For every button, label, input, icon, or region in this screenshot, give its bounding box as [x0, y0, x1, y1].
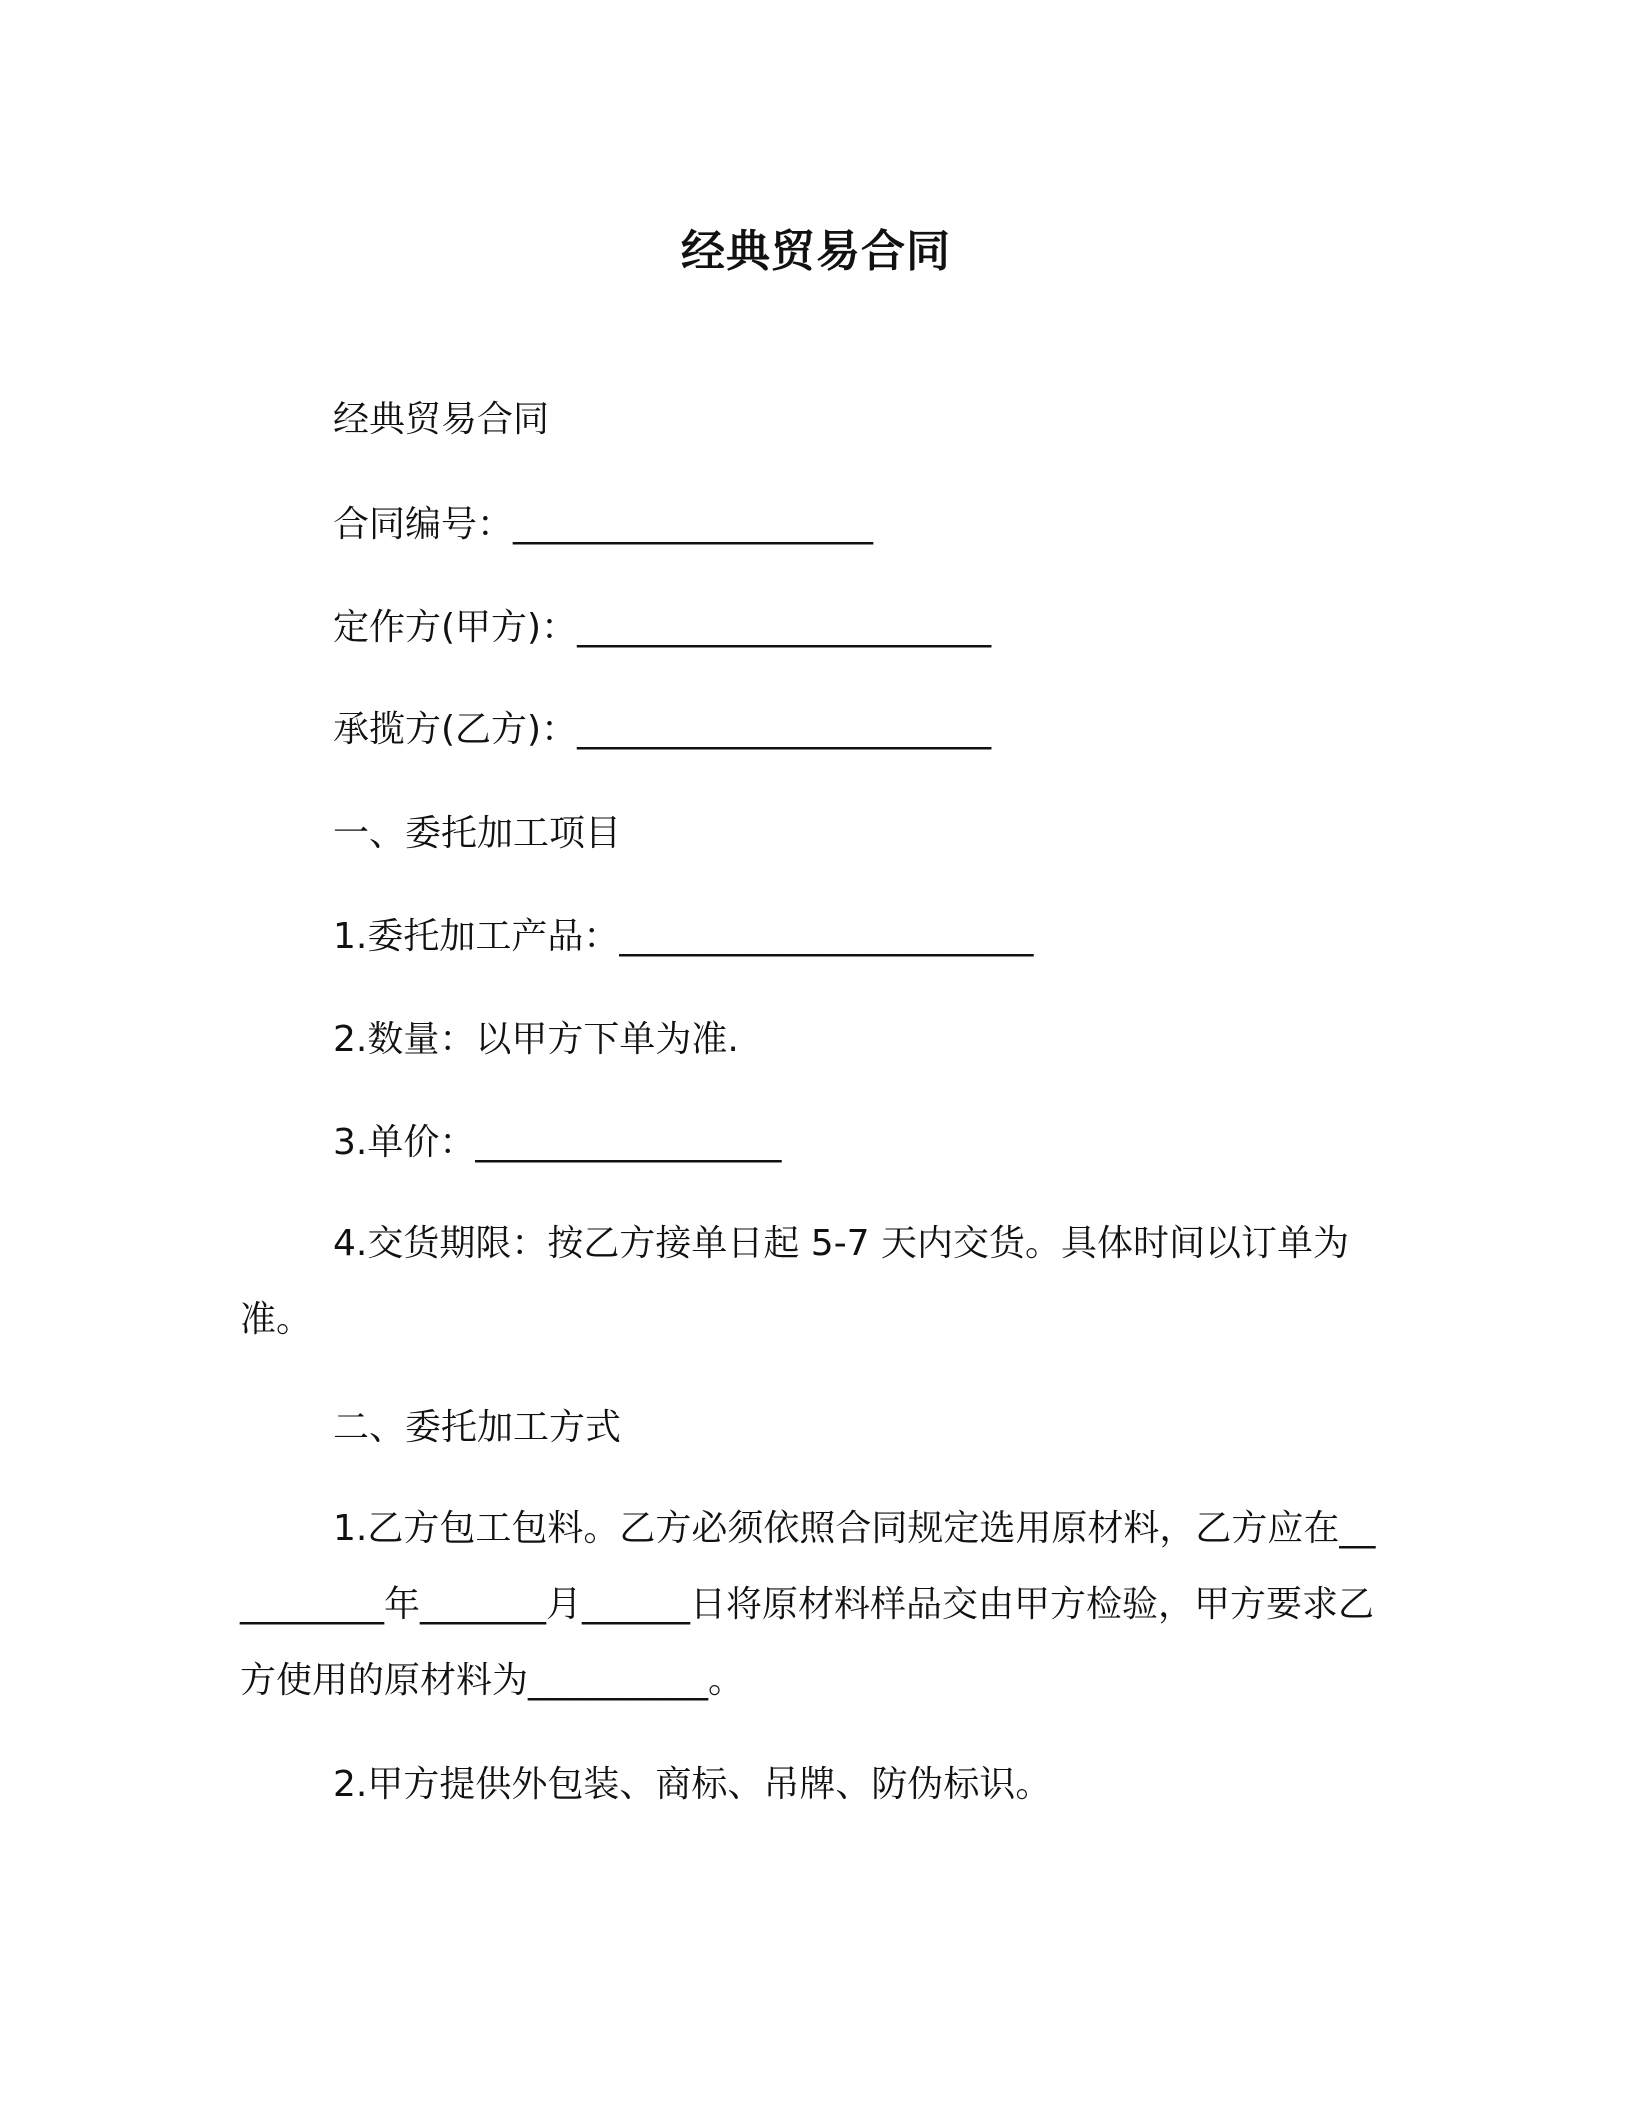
section-1-heading: 一、委托加工项目 — [333, 813, 622, 854]
mode-1-paragraph: 1.乙方包工包料。乙方必须依照合同规定选用原材料，乙方应在__________年_______月______日将原材料样品交由甲方检验，甲方要求乙方使用的原材料为__________。 — [240, 1508, 1376, 1701]
item-4-delivery-term: 4.交货期限：按乙方接单日起 5-7 天内交货。具体时间以订单为准。 — [240, 1223, 1350, 1340]
item-1-product: 1.委托加工产品：_______________________ — [333, 916, 1034, 957]
item-2-quantity: 2.数量：以甲方下单为准. — [333, 1019, 739, 1060]
mode-2-paragraph: 2.甲方提供外包装、商标、吊牌、防伪标识。 — [333, 1764, 1052, 1805]
party-a-line: 定作方(甲方)：_______________________ — [333, 607, 992, 648]
document-title: 经典贸易合同 — [681, 226, 951, 277]
document-subtitle: 经典贸易合同 — [333, 399, 550, 440]
contract-number-line: 合同编号：____________________ — [333, 504, 874, 545]
party-b-line: 承揽方(乙方)：_______________________ — [333, 709, 992, 750]
section-2-heading: 二、委托加工方式 — [333, 1407, 622, 1448]
item-3-unit-price: 3.单价：_________________ — [333, 1122, 782, 1163]
